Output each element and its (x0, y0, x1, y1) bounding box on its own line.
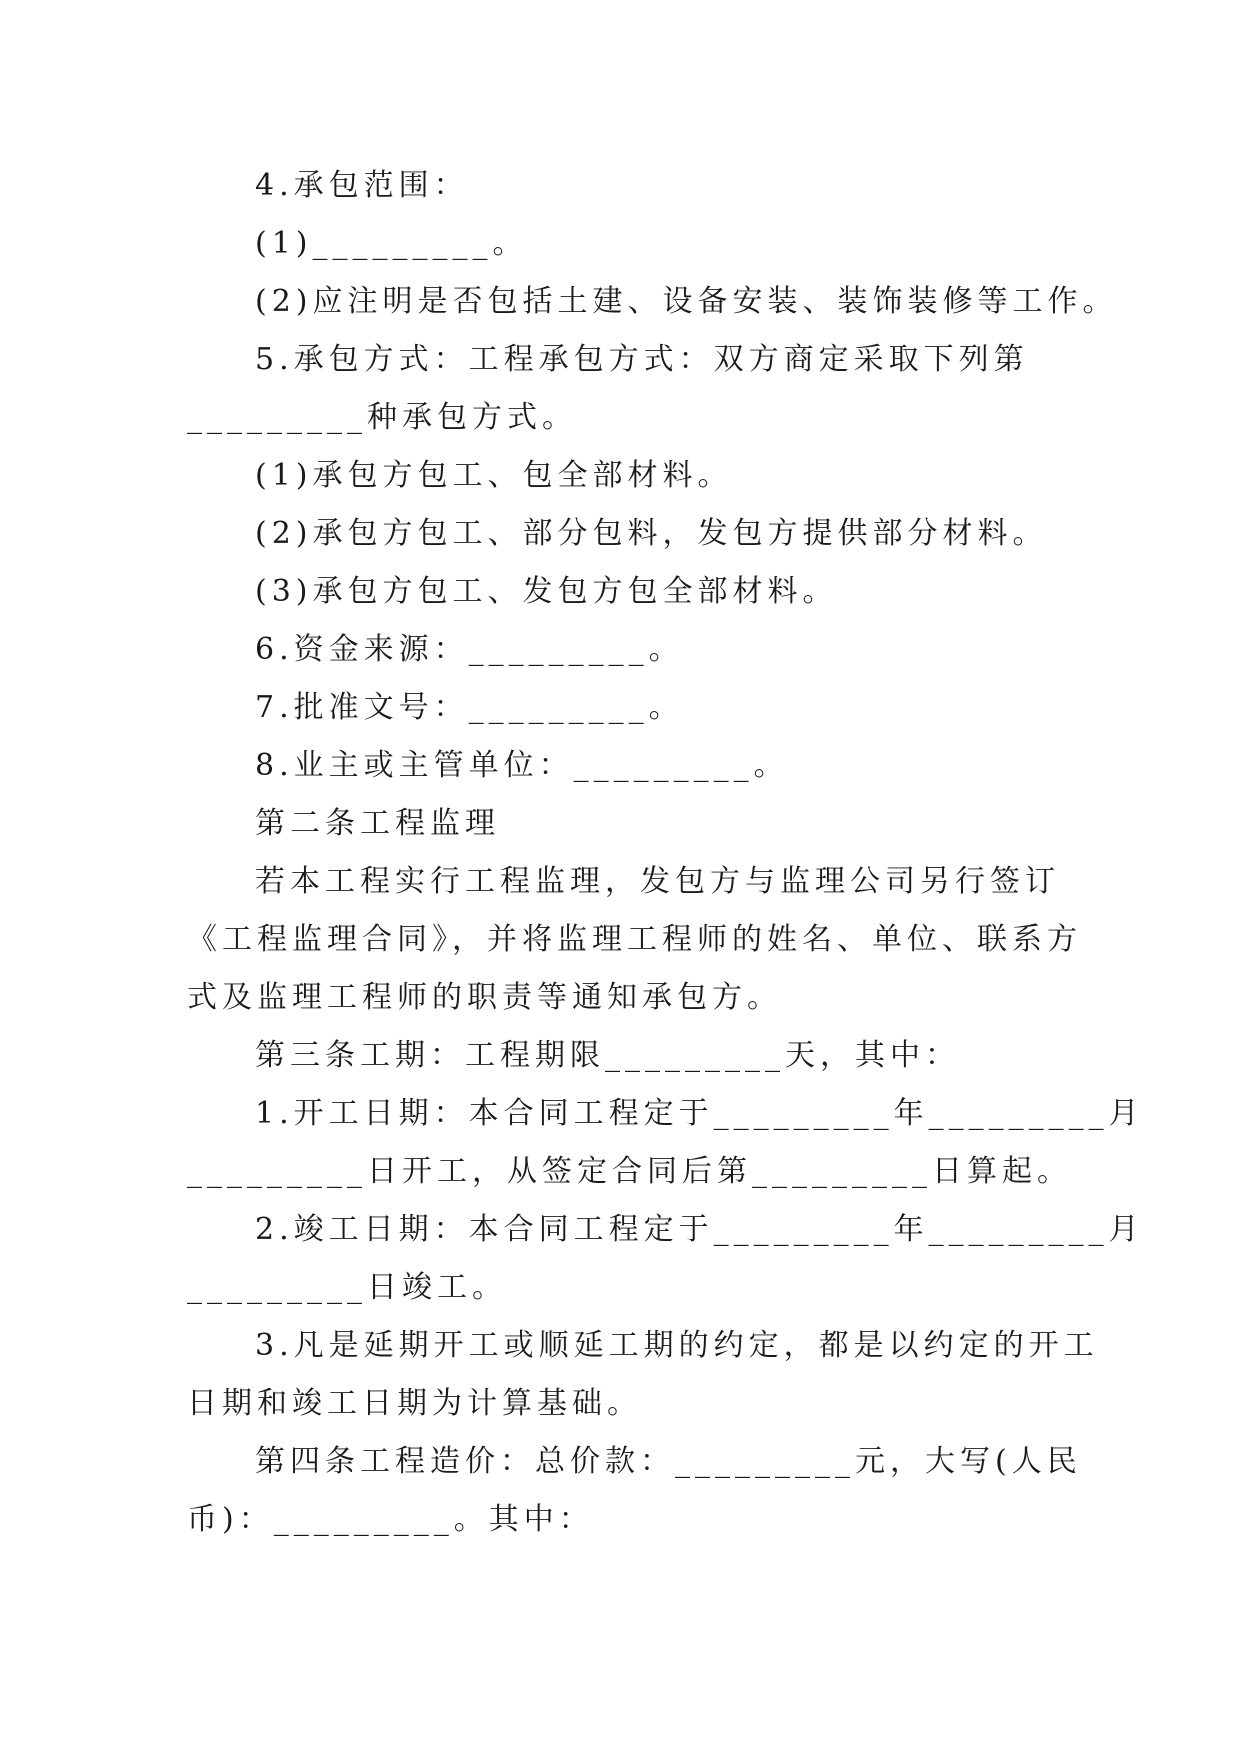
delay-clause-line-2: 日期和竣工日期为计算基础。 (187, 1386, 642, 1421)
article-2-paragraph-line-3: 式及监理工程师的职责等通知承包方。 (187, 980, 782, 1015)
method-option-3: (3)承包方包工、发包方包全部材料。 (255, 574, 838, 609)
article-4-line-1: 第四条工程造价：总价款：_________元，大写(人民 (255, 1444, 1082, 1479)
funding-source-line: 6.资金来源：_________。 (255, 632, 684, 667)
completion-date-line-2: _________日竣工。 (187, 1270, 507, 1305)
section-scope-heading: 4.承包范围： (255, 168, 469, 203)
owner-unit-line: 8.业主或主管单位：_________。 (255, 748, 789, 783)
start-date-line-2: _________日开工，从签定合同后第_________日算起。 (187, 1154, 1072, 1189)
delay-clause-line-1: 3.凡是延期开工或顺延工期的约定，都是以约定的开工 (255, 1328, 1099, 1363)
approval-number-line: 7.批准文号：_________。 (255, 690, 684, 725)
method-option-1: (1)承包方包工、包全部材料。 (255, 458, 733, 493)
contract-method-continued: _________种承包方式。 (187, 400, 577, 435)
section-contract-method: 5.承包方式：工程承包方式：双方商定采取下列第 (255, 342, 1029, 377)
completion-date-line-1: 2.竣工日期：本合同工程定于_________年_________月 (255, 1212, 1144, 1247)
start-date-line-1: 1.开工日期：本合同工程定于_________年_________月 (255, 1096, 1144, 1131)
article-2-heading: 第二条工程监理 (255, 806, 500, 841)
article-4-line-2: 币)：_________。其中： (187, 1502, 594, 1537)
scope-item-1: (1)_________。 (255, 226, 528, 261)
article-2-paragraph-line-1: 若本工程实行工程监理，发包方与监理公司另行签订 (255, 864, 1060, 899)
article-3-heading: 第三条工期：工程期限_________天，其中： (255, 1038, 960, 1073)
scope-item-2: (2)应注明是否包括土建、设备安装、装饰装修等工作。 (255, 284, 1118, 319)
article-2-paragraph-line-2: 《工程监理合同》，并将监理工程师的姓名、单位、联系方 (187, 922, 1082, 957)
method-option-2: (2)承包方包工、部分包料，发包方提供部分材料。 (255, 516, 1048, 551)
